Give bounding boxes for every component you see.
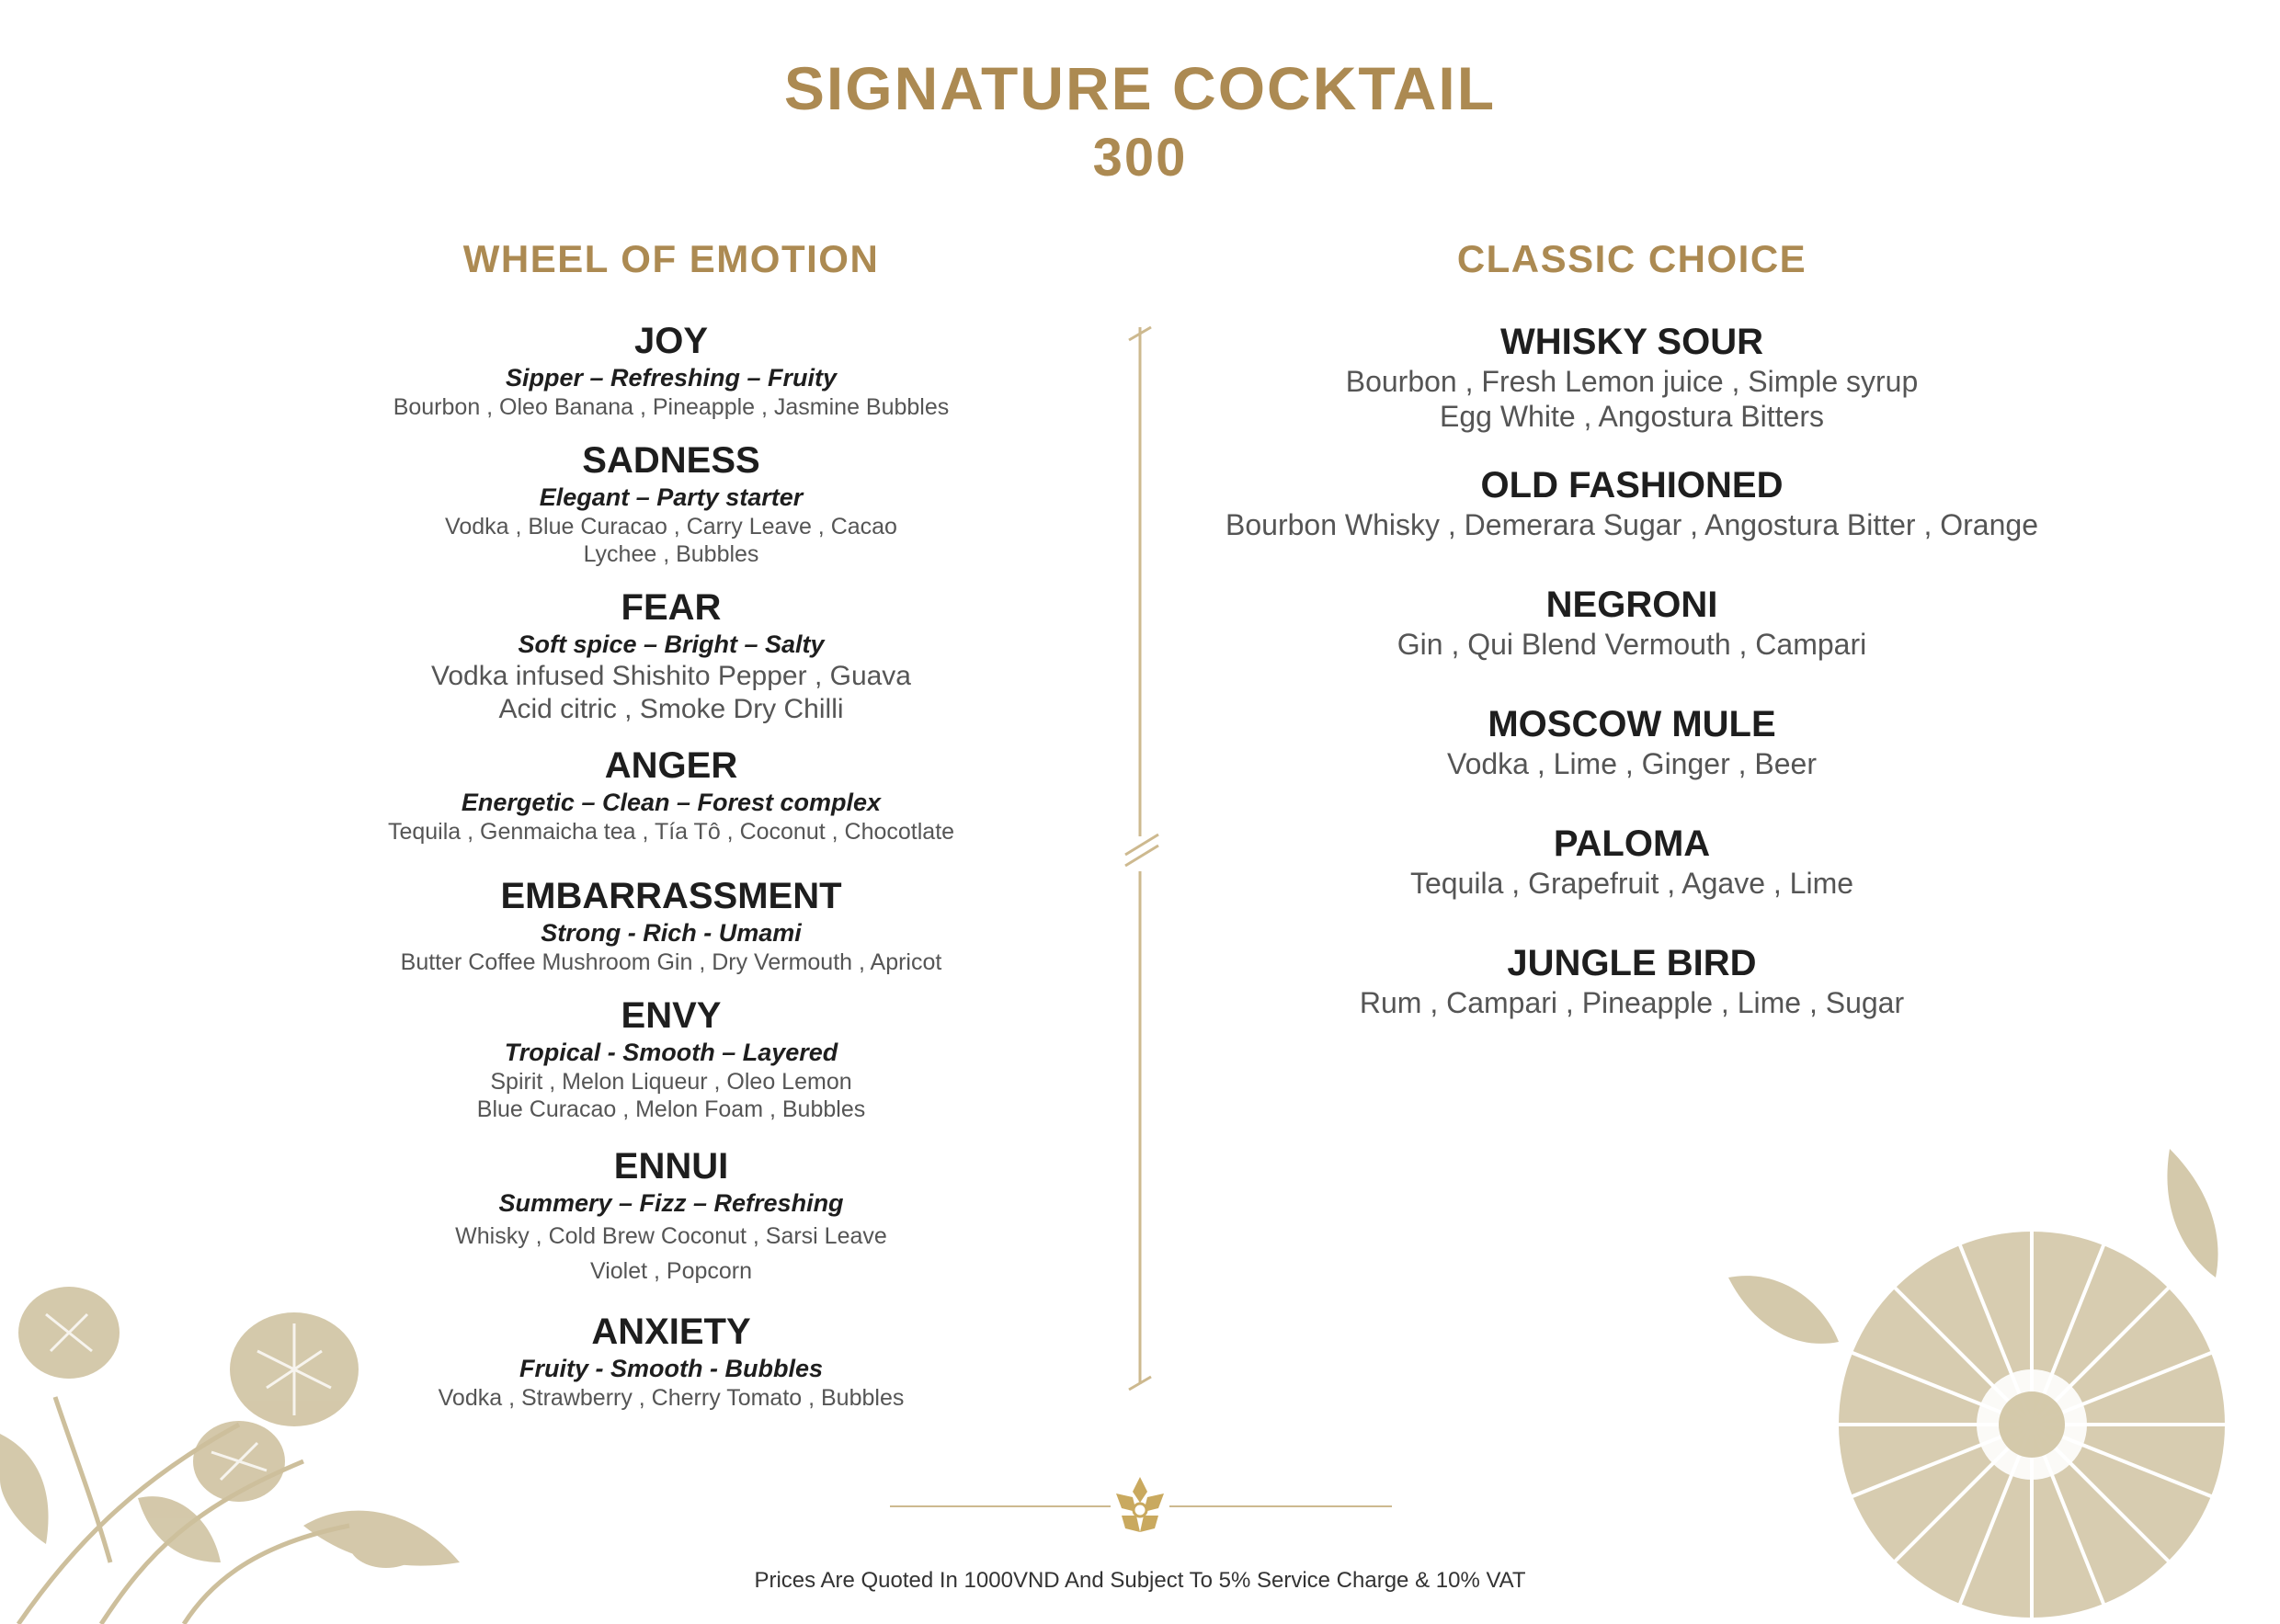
footer-rule-right: [1169, 1505, 1392, 1507]
drink-item: [1172, 702, 2092, 781]
drink-ingredients: Bourbon Whisky , Demerara Sugar , Angostura Bitter , Orange: [1226, 508, 2038, 541]
drink-profile: Fruity - Smooth - Bubbles: [519, 1355, 823, 1382]
drink-name: MOSCOW MULE: [1488, 704, 1776, 744]
drink-profile: Energetic – Clean – Forest complex: [461, 789, 882, 816]
drink-item: [1172, 463, 2092, 542]
drink-name: JOY: [633, 321, 709, 361]
drink-profile: Soft spice – Bright – Salty: [518, 630, 825, 658]
drink-profile: Sipper – Refreshing – Fruity: [505, 364, 838, 392]
drink-ingredients: Vodka , Blue Curacao , Carry Leave , Cacao: [445, 514, 897, 539]
drink-item: [303, 1145, 1039, 1289]
drink-ingredients: Whisky , Cold Brew Coconut , Sarsi Leave: [455, 1223, 887, 1249]
diamond-divider-icon: [1103, 312, 1177, 1397]
drink-name: JUNGLE BIRD: [1507, 943, 1757, 983]
drink-ingredients: Acid citric , Smoke Dry Chilli: [498, 694, 844, 724]
drink-ingredients: Vodka , Lime , Ginger , Beer: [1447, 747, 1817, 780]
drink-name: PALOMA: [1553, 823, 1711, 864]
drink-profile: Summery – Fizz – Refreshing: [498, 1189, 844, 1217]
drink-item: [303, 586, 1039, 726]
pricing-note: Prices Are Quoted In 1000VND And Subject To 5% Service Charge & 10% VAT: [754, 1568, 1526, 1593]
drink-ingredients: Violet , Popcorn: [589, 1258, 753, 1284]
drink-name: EMBARRASSMENT: [500, 876, 842, 916]
section-heading-wheel-of-emotion: WHEEL OF EMOTION: [462, 237, 880, 280]
footer-rule-left: [890, 1505, 1111, 1507]
drink-item: [1172, 822, 2092, 901]
drink-name: ANXIETY: [591, 1312, 751, 1352]
drink-name: SADNESS: [582, 440, 760, 481]
drink-ingredients: Vodka , Strawberry , Cherry Tomato , Bubbles: [438, 1385, 905, 1411]
drink-item: [303, 439, 1039, 568]
drink-item: [1172, 320, 2092, 434]
menu-price: 300: [1092, 128, 1188, 187]
drink-name: ANGER: [604, 745, 738, 786]
drink-profile: Elegant – Party starter: [539, 483, 804, 511]
drink-ingredients: Lychee , Bubbles: [583, 541, 759, 567]
drink-ingredients: Egg White , Angostura Bitters: [1440, 400, 1824, 433]
drink-profile: Tropical - Smooth – Layered: [504, 1039, 838, 1066]
lotus-emblem-icon: [1112, 1475, 1168, 1536]
drink-ingredients: Tequila , Genmaicha tea , Tía Tô , Coconut , Chocotlate: [387, 819, 955, 845]
drink-name: NEGRONI: [1545, 585, 1718, 625]
drink-ingredients: Vodka infused Shishito Pepper , Guava: [430, 661, 911, 691]
drink-ingredients: Spirit , Melon Liqueur , Oleo Lemon: [490, 1069, 852, 1095]
drink-name: ENVY: [621, 995, 722, 1036]
drink-ingredients: Bourbon , Fresh Lemon juice , Simple syrup: [1345, 365, 1919, 398]
drink-ingredients: Rum , Campari , Pineapple , Lime , Sugar: [1359, 986, 1905, 1019]
menu-title: SIGNATURE COCKTAIL: [783, 54, 1497, 122]
section-heading-classic-choice: CLASSIC CHOICE: [1456, 237, 1807, 280]
drink-item: [1172, 583, 2092, 662]
chrysanthemum-flower-icon: [1728, 1149, 2280, 1624]
drink-ingredients: Tequila , Grapefruit , Agave , Lime: [1409, 867, 1854, 900]
drink-ingredients: Gin , Qui Blend Vermouth , Campari: [1396, 628, 1867, 661]
drink-name: FEAR: [621, 587, 722, 628]
wheel-of-emotion-list: [303, 320, 1039, 1430]
drink-item: [303, 994, 1039, 1123]
drink-item: [303, 875, 1039, 976]
drink-name: WHISKY SOUR: [1500, 322, 1763, 362]
drink-ingredients: Butter Coffee Mushroom Gin , Dry Vermouth , Apricot: [400, 949, 942, 975]
drink-item: [303, 320, 1039, 421]
drink-item: [303, 1311, 1039, 1412]
drink-item: [303, 744, 1039, 846]
classic-choice-list: [1172, 320, 2092, 1020]
drink-profile: Strong - Rich - Umami: [541, 919, 802, 947]
drink-name: OLD FASHIONED: [1480, 465, 1784, 505]
drink-ingredients: Blue Curacao , Melon Foam , Bubbles: [476, 1096, 866, 1122]
drink-name: ENNUI: [613, 1146, 729, 1187]
drink-ingredients: Bourbon , Oleo Banana , Pineapple , Jasmine Bubbles: [393, 394, 950, 420]
drink-item: [1172, 941, 2092, 1020]
